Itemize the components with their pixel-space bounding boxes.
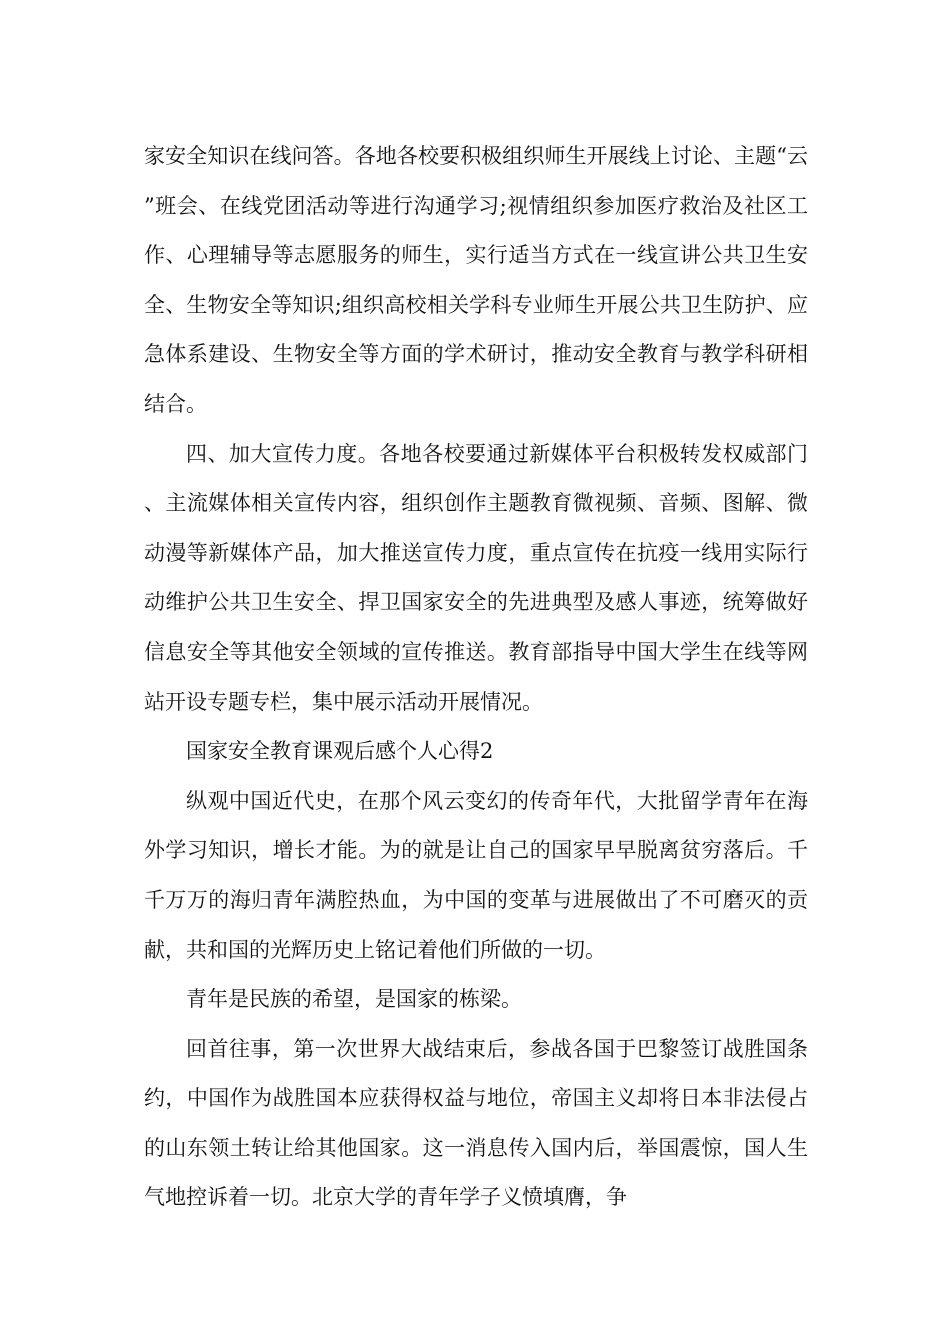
document-body (144, 132, 808, 1223)
paragraph-youth-hope: 青年是民族的希望，是国家的栋梁。 (186, 987, 522, 1012)
paragraph-publicity: 四、加大宣传力度。各地各校要通过新媒体平台积极转发权威部门、主流媒体相关宣传内容，组织创作主题教育微视频、音频、图解、微动漫等新媒体产品，加大推送宣传力度，重点宣传在抗疫一线用实际行动维护公共卫生安全、捍卫国家安全的先进典型及感人事迹，统筹做好信息安全等其他安全领域的宣传推送。教育部指导中国大学生在线等网站开设专题专栏，集中展示活动开展情况。 (144, 441, 808, 714)
paragraph-modern-history: 纵观中国近代史，在那个风云变幻的传奇年代，大批留学青年在海外学习知识，增长才能。为的就是让自己的国家早早脱离贫穷落后。千千万万的海归青年满腔热血，为中国的变革与进展做出了不可磨灭的贡献，共和国的光辉历史上铭记着他们所做的一切。 (144, 788, 808, 962)
paragraph-may-fourth: 回首往事，第一次世界大战结束后，参战各国于巴黎签订战胜国条约，中国作为战胜国本应获得权益与地位，帝国主义却将日本非法侵占的山东领土转让给其他国家。这一消息传入国内后，举国震惊，国人生气地控诉着一切。北京大学的青年学子义愤填膺，争 (144, 1036, 808, 1210)
section-heading: 国家安全教育课观后感个人心得2 (186, 739, 494, 764)
paragraph-continuation: 家安全知识在线问答。各地各校要积极组织师生开展线上讨论、主题“云”班会、在线党团活动等进行沟通学习;视情组织参加医疗救治及社区工作、心理辅导等志愿服务的师生，实行适当方式在一线宣讲公共卫生安全、生物安全等知识;组织高校相关学科专业师生开展公共卫生防护、应急体系建设、生物安全等方面的学术研讨，推动安全教育与教学科研相结合。 (144, 144, 808, 416)
